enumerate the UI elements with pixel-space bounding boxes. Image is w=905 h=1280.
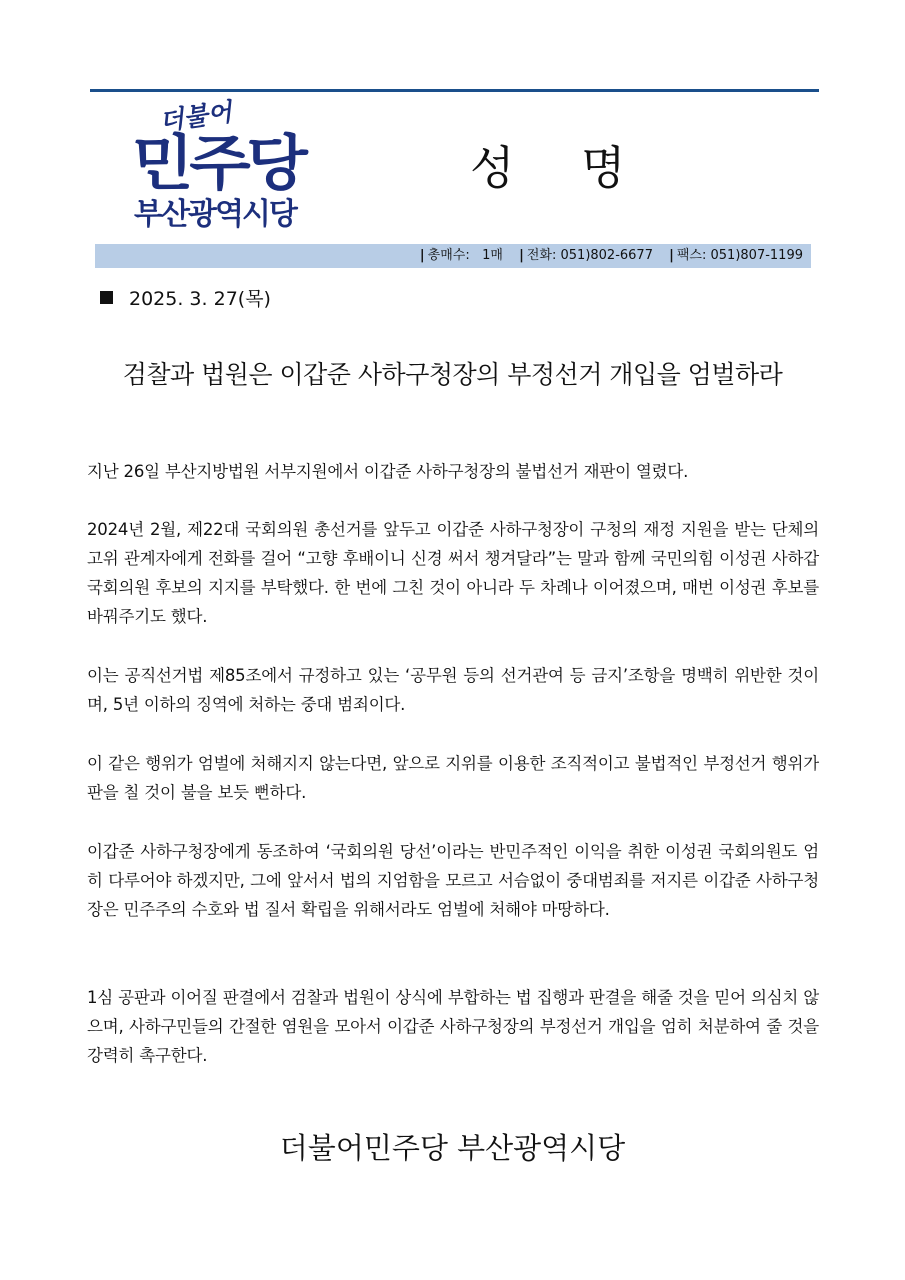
release-date: [100, 286, 271, 312]
logo-line-2: 민주당: [132, 129, 304, 199]
date-text: 2025. 3. 27(목): [129, 288, 271, 310]
logo-line-1: 더불어: [157, 97, 234, 137]
headline: 검찰과 법원은 이갑준 사하구청장의 부정선거 개입을 엄벌하라: [122, 360, 783, 389]
info-phone-label: 전화:: [526, 248, 557, 263]
info-item-phone: | 전화: 051)802-6677: [519, 248, 653, 263]
info-item-fax: | 팩스: 051)807-1199: [669, 248, 803, 263]
paragraph-5: 이갑준 사하구청장에게 동조하여 ‘국회의원 당선’이라는 반민주적인 이익을 취한 이성권 국회의원도 엄히 다루어야 하겠지만, 그에 앞서서 법의 지엄함을 모르고 서슴없이 중대범죄를 저지른 이갑준 사하구청장은 민주주의 수호와 법 질서 확립을 위해서라도 엄벌에 처해야 마땅하다.: [87, 842, 819, 919]
paragraph-1: 지난 26일 부산지방법원 서부지원에서 이갑준 사하구청장의 불법선거 재판이 열렸다.: [87, 462, 689, 481]
info-phone-value: 051)802-6677: [560, 248, 653, 263]
info-bar: [95, 244, 811, 268]
info-item-pages: | 총매수: 1매: [419, 248, 503, 263]
party-logo: [128, 97, 338, 234]
header-top-rule: [90, 89, 819, 92]
info-pages-value: 1매: [482, 248, 503, 263]
signature: 더불어민주당 부산광역시당: [279, 1131, 626, 1165]
square-bullet-icon: [100, 291, 113, 304]
paragraph-3: 이는 공직선거법 제85조에서 규정하고 있는 ‘공무원 등의 선거관여 등 금지’조항을 명백히 위반한 것이며, 5년 이하의 징역에 처하는 중대 범죄이다.: [87, 666, 819, 714]
paragraph-2: 2024년 2월, 제22대 국회의원 총선거를 앞두고 이갑준 사하구청장이 구청의 재정 지원을 받는 단체의 고위 관계자에게 전화를 걸어 “고향 후배이니 신경 써서 챙겨달라”는 말과 함께 국민의힘 이성권 사하갑 국회의원 후보의 지지를 부탁했다. 한 번에 그친 것이 아니라 두 차례나 이어졌으며, 매번 이성권 후보를 바꿔주기도 했다.: [87, 520, 819, 626]
document-type-title: 성 명: [470, 141, 652, 195]
logo-line-3: 부산광역시당: [134, 197, 296, 232]
info-items: [408, 247, 803, 265]
paragraph-6: 1심 공판과 이어질 판결에서 검찰과 법원이 상식에 부합하는 법 집행과 판결을 해줄 것을 믿어 의심치 않으며, 사하구민들의 간절한 염원을 모아서 이갑준 사하구청장의 부정선거 개입을 엄히 처분하여 줄 것을 강력히 촉구한다.: [87, 988, 819, 1065]
info-pages-label: 총매수:: [427, 248, 470, 263]
info-fax-label: 팩스:: [676, 248, 707, 263]
paragraph-4: 이 같은 행위가 엄벌에 처해지지 않는다면, 앞으로 지위를 이용한 조직적이고 불법적인 부정선거 행위가 판을 칠 것이 불을 보듯 뻔하다.: [87, 754, 819, 802]
info-fax-value: 051)807-1199: [710, 248, 803, 263]
